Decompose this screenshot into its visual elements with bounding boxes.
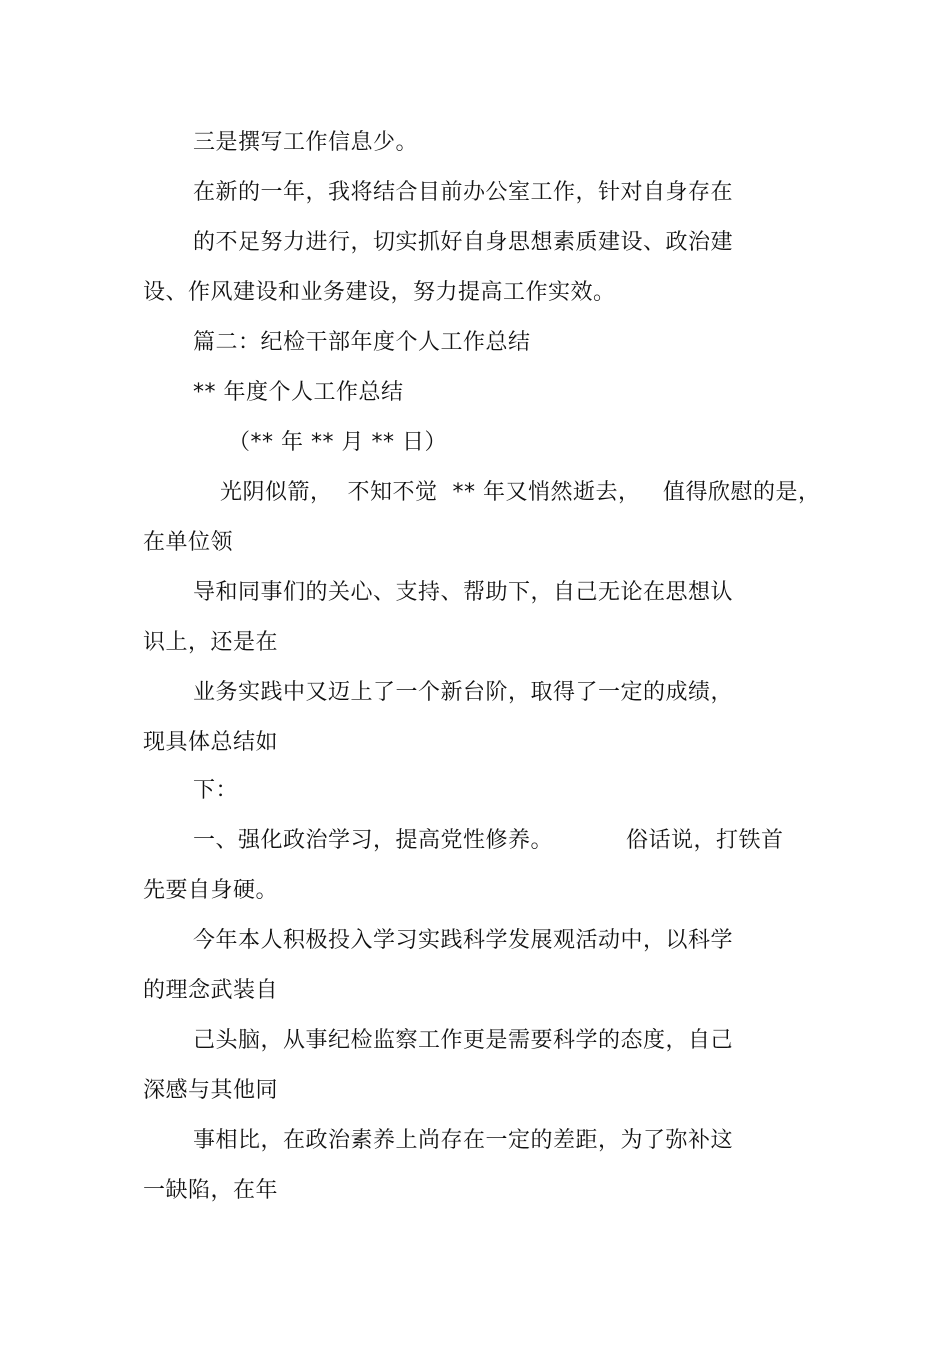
text-line: 的理念武装自 (143, 978, 279, 1003)
text-line: 下： (193, 778, 239, 803)
section-heading: 一、强化政治学习，提高党性修养。 (193, 828, 554, 853)
text-line: 导和同事们的关心、支持、帮助下，自己无论在思想认 (193, 580, 734, 605)
text-line: 己头脑，从事纪检监察工作更是需要科学的态度，自己 (193, 1028, 734, 1053)
text-line: 三是撰写工作信息少。 (193, 130, 419, 155)
text-line: 深感与其他同 (143, 1078, 279, 1103)
text-line: 设、作风建设和业务建设，努力提高工作实效。 (143, 280, 616, 305)
text-line: 一缺陷，在年 (143, 1178, 279, 1203)
text-line: 俗话说，打铁首 (626, 828, 784, 853)
text-line: 现具体总结如 (143, 730, 279, 755)
text-line: 今年本人积极投入学习实践科学发展观活动中，以科学 (193, 928, 734, 953)
document-date: （** 年 ** 月 ** 日） (228, 430, 447, 455)
text-line: 光阴似箭， 不知不觉 ** 年又悄然逝去， 值得欣慰的是， (220, 480, 821, 505)
document-title: ** 年度个人工作总结 (193, 380, 404, 405)
text-line: 的不足努力进行，切实抓好自身思想素质建设、政治建 (193, 230, 734, 255)
text-line: 在新的一年，我将结合目前办公室工作，针对自身存在 (193, 180, 734, 205)
text-line: 事相比，在政治素养上尚存在一定的差距，为了弥补这 (193, 1128, 734, 1153)
text-line: 业务实践中又迈上了一个新台阶，取得了一定的成绩， (193, 680, 734, 705)
section-heading: 篇二：纪检干部年度个人工作总结 (193, 330, 531, 355)
text-line: 在单位领 (143, 530, 234, 555)
text-line: 先要自身硬。 (143, 878, 279, 903)
text-line: 识上，还是在 (143, 630, 279, 655)
